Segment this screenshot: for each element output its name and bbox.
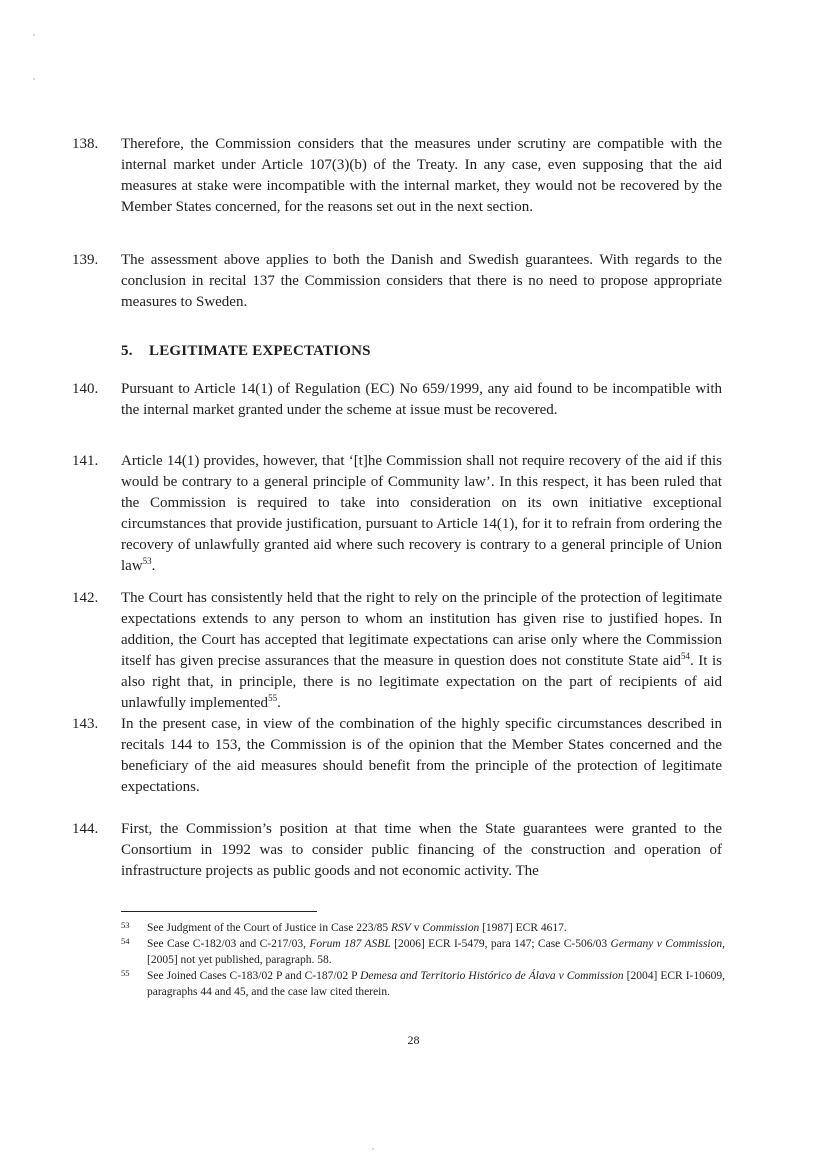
- paragraph-text: [121, 588, 722, 714]
- footnote-ref[interactable]: 54: [681, 651, 690, 661]
- footnote-italic: Commission: [422, 922, 480, 934]
- footnote-text: v: [410, 922, 423, 934]
- paragraph-text: Therefore, the Commission considers that the measures under scrutiny are compatible with the internal market under Article 107(3)(b) of the Treaty. In any case, even supposing that the aid measures at stake were incompatible with the internal market, they would not be recovered by the Member States concerned, for the reasons set out in the next section.: [121, 136, 722, 215]
- paragraph-number: 143.: [72, 716, 99, 732]
- paragraph-number: 138.: [72, 136, 99, 152]
- footnote-number: 54: [121, 936, 130, 946]
- section-heading: [121, 343, 371, 360]
- footnote-text: [2004] ECR I-10609, paragraphs 44 and 45, and the case law cited therein.: [147, 970, 725, 998]
- footnote-italic: RSV: [391, 922, 411, 934]
- paragraph-140: [72, 379, 722, 421]
- paragraph-text: In the present case, in view of the combination of the highly specific circumstances described in recitals 144 to 153, the Commission is of the opinion that the Member States concerned and the beneficiary of the aid measures should benefit from the principle of the protection of legitimate expectations.: [121, 716, 722, 795]
- paragraph-number: 139.: [72, 252, 99, 268]
- footnote-separator: [121, 911, 317, 912]
- footnote-text: , [2005] not yet published, paragraph. 58.: [147, 938, 725, 966]
- text-segment: .: [277, 695, 281, 711]
- paragraph-number: 142.: [72, 590, 99, 606]
- paragraph-143: [72, 714, 722, 798]
- footnote-text: [2006] ECR I-5479, para 147; Case C-506/03: [390, 938, 611, 950]
- footnote-ref[interactable]: 53: [142, 556, 152, 566]
- footnote-text: See Case C-182/03 and C-217/03,: [147, 938, 310, 950]
- footnote-ref[interactable]: 55: [268, 693, 278, 703]
- text-segment: The Court has consistently held that the right to rely on the principle of the protection of legitimate expectations extends to any person to whom an institution has given rise to justified hopes. In addition, the Court has accepted that legitimate expectations can arise only where the Commission itself has given precise assurances that the measure in question does not constitute State aid: [121, 590, 722, 669]
- scan-speck: [33, 78, 35, 80]
- paragraph-number: 141.: [72, 453, 99, 469]
- text-segment: . It is also right that, in principle, there is no legitimate expectation on the part of recipients of aid unlawfully implemented: [121, 653, 722, 711]
- scan-speck: [372, 1148, 374, 1150]
- paragraph-text: [121, 451, 722, 577]
- footnote-italic: Forum 187 ASBL: [309, 938, 391, 950]
- footnote-55: [121, 968, 725, 1000]
- footnote-text: See Joined Cases C-183/02 P and C-187/02 P: [147, 970, 361, 982]
- paragraph-139: [72, 250, 722, 313]
- paragraph-text: Pursuant to Article 14(1) of Regulation (EC) No 659/1999, any aid found to be incompatible with the internal market granted under the scheme at issue must be recovered.: [121, 381, 722, 418]
- footnote-italic: Demesa and Territorio Histórico de Álava v Commission: [360, 970, 624, 982]
- paragraph-138: [72, 134, 722, 218]
- paragraph-text: The assessment above applies to both the Danish and Swedish guarantees. With regards to the conclusion in recital 137 the Commission considers that there is no need to propose appropriate measures to Sweden.: [121, 252, 722, 310]
- footnote-53: [121, 920, 725, 936]
- paragraph-number: 144.: [72, 821, 99, 837]
- section-number: 5.: [121, 343, 133, 359]
- footnote-text: [1987] ECR 4617.: [479, 922, 567, 934]
- footnote-text: See Judgment of the Court of Justice in Case 223/85: [147, 922, 392, 934]
- text-segment: .: [151, 558, 156, 574]
- paragraph-142: [72, 588, 722, 714]
- paragraph-141: [72, 451, 722, 577]
- footnote-number: 55: [121, 968, 130, 978]
- page-number: 28: [407, 1033, 420, 1047]
- scan-speck: [33, 34, 35, 36]
- text-segment: Article 14(1) provides, however, that ‘[t]he Commission shall not require recovery of the aid if this would be contrary to a general principle of Community law’. In this respect, it has been ruled that the Commission is required to take into consideration on its own initiative exceptional circumstances that provide justification, pursuant to Article 14(1), for it to refrain from ordering the recovery of unlawfully granted aid where such recovery is contrary to a general principle of Union law: [121, 453, 722, 574]
- footnote-54: [121, 936, 725, 968]
- paragraph-144: [72, 819, 722, 882]
- footnotes: [121, 920, 725, 1000]
- paragraph-number: 140.: [72, 381, 99, 397]
- paragraph-text: First, the Commission’s position at that time when the State guarantees were granted to the Consortium in 1992 was to consider public financing of the construction and operation of infrastructure projects as public goods and not economic activity. The: [121, 821, 722, 879]
- footnote-number: 53: [121, 920, 130, 930]
- section-title: LEGITIMATE EXPECTATIONS: [149, 343, 371, 359]
- footnote-italic: Germany v Commission: [610, 938, 723, 950]
